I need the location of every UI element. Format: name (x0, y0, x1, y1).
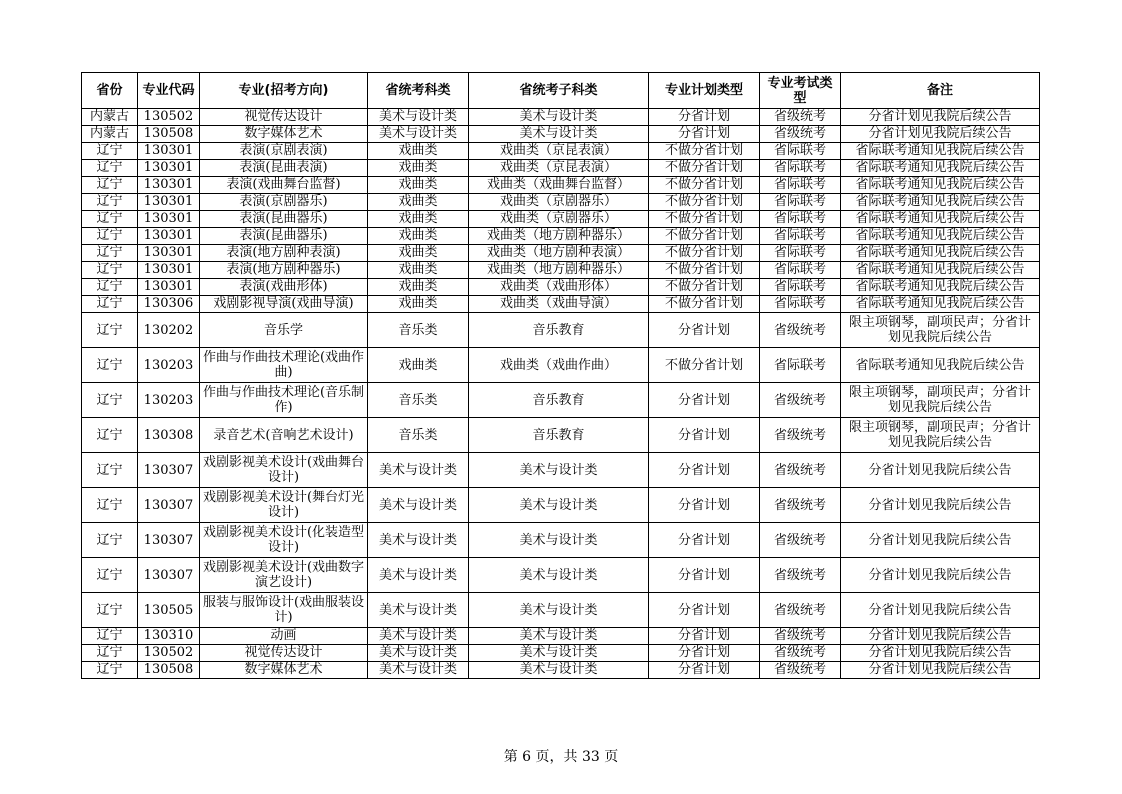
province-cell: 辽宁 (82, 296, 138, 313)
major-direction-cell: 表演(地方剧种表演) (200, 245, 368, 262)
exam-category-cell: 戏曲类 (368, 262, 469, 279)
major-direction-cell: 戏剧影视美术设计(化装造型设计) (200, 523, 368, 558)
header-major-code: 专业代码 (138, 73, 200, 109)
major-direction-cell: 动画 (200, 628, 368, 645)
remarks-cell: 分省计划见我院后续公告 (841, 662, 1040, 679)
major-direction-cell: 音乐学 (200, 313, 368, 348)
major-code-cell: 130202 (138, 313, 200, 348)
major-direction-cell: 视觉传达设计 (200, 109, 368, 126)
province-cell: 辽宁 (82, 662, 138, 679)
major-code-cell: 130301 (138, 194, 200, 211)
plan-type-cell: 分省计划 (649, 126, 760, 143)
exam-category-cell: 美术与设计类 (368, 558, 469, 593)
major-code-cell: 130301 (138, 262, 200, 279)
exam-category-cell: 美术与设计类 (368, 126, 469, 143)
exam-subcategory-cell: 戏曲类（地方剧种表演） (469, 245, 649, 262)
major-direction-cell: 数字媒体艺术 (200, 126, 368, 143)
exam-subcategory-cell: 美术与设计类 (469, 593, 649, 628)
major-code-cell: 130301 (138, 279, 200, 296)
table-row (82, 628, 1040, 645)
remarks-cell: 分省计划见我院后续公告 (841, 645, 1040, 662)
major-code-cell: 130307 (138, 523, 200, 558)
major-direction-cell: 视觉传达设计 (200, 645, 368, 662)
header-exam-category: 省统考科类 (368, 73, 469, 109)
table-row (82, 160, 1040, 177)
major-direction-cell: 表演(昆曲器乐) (200, 228, 368, 245)
plan-type-cell: 分省计划 (649, 488, 760, 523)
exam-type-cell: 省际联考 (760, 296, 841, 313)
province-cell: 内蒙古 (82, 109, 138, 126)
exam-category-cell: 戏曲类 (368, 279, 469, 296)
remarks-cell: 省际联考通知见我院后续公告 (841, 211, 1040, 228)
table-row (82, 488, 1040, 523)
exam-category-cell: 戏曲类 (368, 211, 469, 228)
remarks-cell: 分省计划见我院后续公告 (841, 628, 1040, 645)
province-cell: 辽宁 (82, 143, 138, 160)
plan-type-cell: 不做分省计划 (649, 177, 760, 194)
province-cell: 内蒙古 (82, 126, 138, 143)
plan-type-cell: 分省计划 (649, 662, 760, 679)
exam-subcategory-cell: 戏曲类（地方剧种器乐） (469, 262, 649, 279)
exam-type-cell: 省际联考 (760, 279, 841, 296)
province-cell: 辽宁 (82, 558, 138, 593)
plan-type-cell: 不做分省计划 (649, 296, 760, 313)
exam-type-cell: 省级统考 (760, 126, 841, 143)
exam-subcategory-cell: 音乐教育 (469, 313, 649, 348)
major-direction-cell: 表演(地方剧种器乐) (200, 262, 368, 279)
major-code-cell: 130301 (138, 245, 200, 262)
remarks-cell: 省际联考通知见我院后续公告 (841, 160, 1040, 177)
exam-type-cell: 省际联考 (760, 177, 841, 194)
exam-type-cell: 省际联考 (760, 194, 841, 211)
exam-category-cell: 戏曲类 (368, 245, 469, 262)
exam-category-cell: 美术与设计类 (368, 453, 469, 488)
exam-category-cell: 美术与设计类 (368, 593, 469, 628)
remarks-cell: 省际联考通知见我院后续公告 (841, 296, 1040, 313)
exam-subcategory-cell: 美术与设计类 (469, 488, 649, 523)
province-cell: 辽宁 (82, 313, 138, 348)
exam-type-cell: 省级统考 (760, 418, 841, 453)
table-row (82, 523, 1040, 558)
exam-subcategory-cell: 美术与设计类 (469, 109, 649, 126)
major-code-cell: 130301 (138, 160, 200, 177)
plan-type-cell: 不做分省计划 (649, 228, 760, 245)
plan-type-cell: 不做分省计划 (649, 245, 760, 262)
table-row (82, 383, 1040, 418)
plan-type-cell: 不做分省计划 (649, 348, 760, 383)
province-cell: 辽宁 (82, 348, 138, 383)
remarks-cell: 省际联考通知见我院后续公告 (841, 143, 1040, 160)
exam-type-cell: 省级统考 (760, 645, 841, 662)
exam-subcategory-cell: 戏曲类（戏曲形体） (469, 279, 649, 296)
plan-type-cell: 分省计划 (649, 453, 760, 488)
exam-type-cell: 省际联考 (760, 245, 841, 262)
province-cell: 辽宁 (82, 593, 138, 628)
major-code-cell: 130502 (138, 645, 200, 662)
table-row (82, 194, 1040, 211)
major-direction-cell: 戏剧影视导演(戏曲导演) (200, 296, 368, 313)
exam-subcategory-cell: 戏曲类（地方剧种器乐） (469, 228, 649, 245)
exam-subcategory-cell: 美术与设计类 (469, 662, 649, 679)
plan-type-cell: 分省计划 (649, 383, 760, 418)
remarks-cell: 省际联考通知见我院后续公告 (841, 177, 1040, 194)
plan-type-cell: 不做分省计划 (649, 160, 760, 177)
province-cell: 辽宁 (82, 228, 138, 245)
page-number: 第 6 页，共 33 页 (503, 749, 619, 765)
major-direction-cell: 录音艺术(音响艺术设计) (200, 418, 368, 453)
major-direction-cell: 戏剧影视美术设计(戏曲舞台设计) (200, 453, 368, 488)
remarks-cell: 限主项钢琴，副项民声；分省计划见我院后续公告 (841, 418, 1040, 453)
remarks-cell: 限主项钢琴，副项民声；分省计划见我院后续公告 (841, 313, 1040, 348)
exam-category-cell: 美术与设计类 (368, 488, 469, 523)
exam-category-cell: 音乐类 (368, 418, 469, 453)
table-row (82, 313, 1040, 348)
major-direction-cell: 作曲与作曲技术理论(戏曲作曲) (200, 348, 368, 383)
plan-type-cell: 分省计划 (649, 645, 760, 662)
major-direction-cell: 表演(昆曲表演) (200, 160, 368, 177)
remarks-cell: 分省计划见我院后续公告 (841, 558, 1040, 593)
remarks-cell: 分省计划见我院后续公告 (841, 453, 1040, 488)
major-direction-cell: 表演(戏曲形体) (200, 279, 368, 296)
exam-type-cell: 省级统考 (760, 558, 841, 593)
header-exam-subcategory: 省统考子科类 (469, 73, 649, 109)
table-row (82, 177, 1040, 194)
major-code-cell: 130301 (138, 228, 200, 245)
province-cell: 辽宁 (82, 628, 138, 645)
table-row (82, 228, 1040, 245)
header-exam-type: 专业考试类型 (760, 73, 841, 109)
plan-type-cell: 分省计划 (649, 523, 760, 558)
major-code-cell: 130203 (138, 348, 200, 383)
remarks-cell: 限主项钢琴，副项民声；分省计划见我院后续公告 (841, 383, 1040, 418)
exam-subcategory-cell: 戏曲类（京昆表演） (469, 160, 649, 177)
table-row (82, 662, 1040, 679)
major-code-cell: 130301 (138, 177, 200, 194)
exam-type-cell: 省级统考 (760, 523, 841, 558)
table-row (82, 143, 1040, 160)
exam-subcategory-cell: 戏曲类（京昆表演） (469, 143, 649, 160)
exam-subcategory-cell: 戏曲类（戏曲作曲） (469, 348, 649, 383)
exam-subcategory-cell: 美术与设计类 (469, 523, 649, 558)
exam-subcategory-cell: 戏曲类（京剧器乐） (469, 194, 649, 211)
plan-type-cell: 分省计划 (649, 558, 760, 593)
exam-type-cell: 省际联考 (760, 160, 841, 177)
plan-type-cell: 不做分省计划 (649, 211, 760, 228)
major-code-cell: 130505 (138, 593, 200, 628)
major-code-cell: 130508 (138, 126, 200, 143)
remarks-cell: 省际联考通知见我院后续公告 (841, 279, 1040, 296)
header-major-direction: 专业(招考方向) (200, 73, 368, 109)
plan-type-cell: 分省计划 (649, 109, 760, 126)
exam-category-cell: 美术与设计类 (368, 662, 469, 679)
remarks-cell: 省际联考通知见我院后续公告 (841, 194, 1040, 211)
table-row (82, 109, 1040, 126)
exam-category-cell: 音乐类 (368, 383, 469, 418)
plan-type-cell: 不做分省计划 (649, 262, 760, 279)
province-cell: 辽宁 (82, 383, 138, 418)
table-header-row (82, 73, 1040, 109)
exam-category-cell: 戏曲类 (368, 160, 469, 177)
major-code-cell: 130307 (138, 488, 200, 523)
exam-subcategory-cell: 戏曲类（戏曲导演） (469, 296, 649, 313)
major-direction-cell: 表演(戏曲舞台监督) (200, 177, 368, 194)
major-code-cell: 130307 (138, 453, 200, 488)
province-cell: 辽宁 (82, 194, 138, 211)
plan-type-cell: 分省计划 (649, 418, 760, 453)
major-direction-cell: 作曲与作曲技术理论(音乐制作) (200, 383, 368, 418)
major-code-cell: 130307 (138, 558, 200, 593)
remarks-cell: 分省计划见我院后续公告 (841, 523, 1040, 558)
plan-type-cell: 分省计划 (649, 313, 760, 348)
major-code-cell: 130310 (138, 628, 200, 645)
major-direction-cell: 表演(昆曲器乐) (200, 211, 368, 228)
remarks-cell: 省际联考通知见我院后续公告 (841, 262, 1040, 279)
exam-type-cell: 省级统考 (760, 313, 841, 348)
exam-type-cell: 省际联考 (760, 228, 841, 245)
table-row (82, 262, 1040, 279)
exam-subcategory-cell: 戏曲类（京剧器乐） (469, 211, 649, 228)
table-row (82, 279, 1040, 296)
province-cell: 辽宁 (82, 160, 138, 177)
major-code-cell: 130502 (138, 109, 200, 126)
exam-category-cell: 戏曲类 (368, 228, 469, 245)
remarks-cell: 分省计划见我院后续公告 (841, 488, 1040, 523)
major-code-cell: 130301 (138, 143, 200, 160)
exam-type-cell: 省级统考 (760, 453, 841, 488)
header-plan-type: 专业计划类型 (649, 73, 760, 109)
table-row (82, 645, 1040, 662)
province-cell: 辽宁 (82, 453, 138, 488)
major-direction-cell: 表演(京剧器乐) (200, 194, 368, 211)
table-row (82, 245, 1040, 262)
major-direction-cell: 戏剧影视美术设计(戏曲数字演艺设计) (200, 558, 368, 593)
major-direction-cell: 表演(京剧表演) (200, 143, 368, 160)
exam-type-cell: 省级统考 (760, 628, 841, 645)
exam-subcategory-cell: 美术与设计类 (469, 453, 649, 488)
plan-type-cell: 分省计划 (649, 628, 760, 645)
exam-type-cell: 省级统考 (760, 593, 841, 628)
province-cell: 辽宁 (82, 645, 138, 662)
major-code-cell: 130203 (138, 383, 200, 418)
plan-type-cell: 不做分省计划 (649, 194, 760, 211)
province-cell: 辽宁 (82, 211, 138, 228)
remarks-cell: 分省计划见我院后续公告 (841, 593, 1040, 628)
exam-category-cell: 音乐类 (368, 313, 469, 348)
plan-type-cell: 不做分省计划 (649, 143, 760, 160)
exam-type-cell: 省级统考 (760, 662, 841, 679)
table-row (82, 296, 1040, 313)
exam-category-cell: 美术与设计类 (368, 645, 469, 662)
table-row (82, 126, 1040, 143)
province-cell: 辽宁 (82, 418, 138, 453)
exam-subcategory-cell: 音乐教育 (469, 383, 649, 418)
exam-category-cell: 美术与设计类 (368, 628, 469, 645)
table-row (82, 558, 1040, 593)
table-body (82, 109, 1040, 679)
major-code-cell: 130508 (138, 662, 200, 679)
major-direction-cell: 戏剧影视美术设计(舞台灯光设计) (200, 488, 368, 523)
major-direction-cell: 服装与服饰设计(戏曲服装设计) (200, 593, 368, 628)
exam-category-cell: 戏曲类 (368, 194, 469, 211)
exam-subcategory-cell: 美术与设计类 (469, 645, 649, 662)
admissions-table (81, 72, 1040, 679)
province-cell: 辽宁 (82, 523, 138, 558)
remarks-cell: 分省计划见我院后续公告 (841, 126, 1040, 143)
exam-type-cell: 省级统考 (760, 109, 841, 126)
header-remarks: 备注 (841, 73, 1040, 109)
province-cell: 辽宁 (82, 245, 138, 262)
major-code-cell: 130308 (138, 418, 200, 453)
table-row (82, 453, 1040, 488)
exam-subcategory-cell: 美术与设计类 (469, 126, 649, 143)
exam-subcategory-cell: 戏曲类（戏曲舞台监督） (469, 177, 649, 194)
major-code-cell: 130306 (138, 296, 200, 313)
exam-subcategory-cell: 美术与设计类 (469, 628, 649, 645)
major-code-cell: 130301 (138, 211, 200, 228)
remarks-cell: 省际联考通知见我院后续公告 (841, 348, 1040, 383)
exam-category-cell: 戏曲类 (368, 143, 469, 160)
exam-subcategory-cell: 音乐教育 (469, 418, 649, 453)
province-cell: 辽宁 (82, 279, 138, 296)
table-row (82, 211, 1040, 228)
remarks-cell: 分省计划见我院后续公告 (841, 109, 1040, 126)
plan-type-cell: 分省计划 (649, 593, 760, 628)
exam-category-cell: 戏曲类 (368, 177, 469, 194)
exam-category-cell: 美术与设计类 (368, 523, 469, 558)
exam-type-cell: 省际联考 (760, 348, 841, 383)
major-direction-cell: 数字媒体艺术 (200, 662, 368, 679)
table-row (82, 593, 1040, 628)
province-cell: 辽宁 (82, 177, 138, 194)
plan-type-cell: 不做分省计划 (649, 279, 760, 296)
table-row (82, 418, 1040, 453)
exam-type-cell: 省际联考 (760, 143, 841, 160)
exam-category-cell: 戏曲类 (368, 296, 469, 313)
exam-category-cell: 戏曲类 (368, 348, 469, 383)
exam-type-cell: 省际联考 (760, 211, 841, 228)
remarks-cell: 省际联考通知见我院后续公告 (841, 245, 1040, 262)
exam-subcategory-cell: 美术与设计类 (469, 558, 649, 593)
remarks-cell: 省际联考通知见我院后续公告 (841, 228, 1040, 245)
exam-type-cell: 省级统考 (760, 488, 841, 523)
header-province: 省份 (82, 73, 138, 109)
exam-category-cell: 美术与设计类 (368, 109, 469, 126)
exam-type-cell: 省际联考 (760, 262, 841, 279)
exam-type-cell: 省级统考 (760, 383, 841, 418)
province-cell: 辽宁 (82, 488, 138, 523)
province-cell: 辽宁 (82, 262, 138, 279)
table-row (82, 348, 1040, 383)
